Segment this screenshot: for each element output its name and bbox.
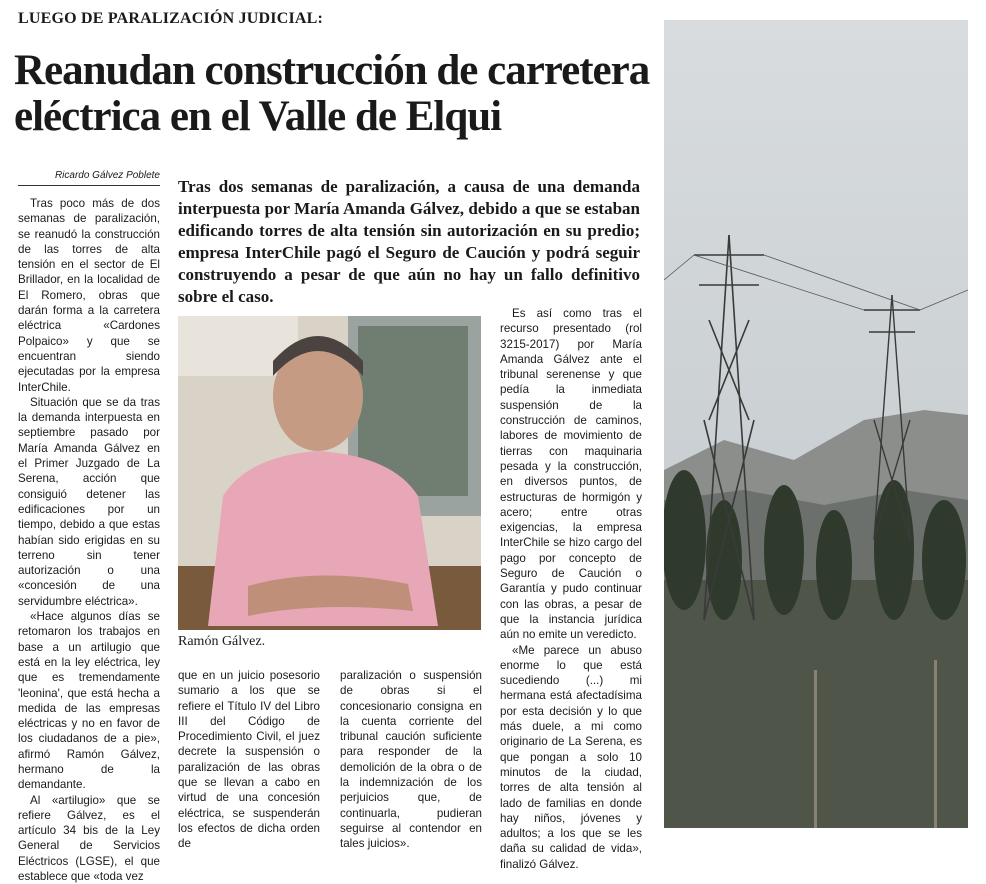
paragraph: Es así como tras el recurso presentado (rol 3215-2017) por María Amanda Gálvez ante el tribunal serenense y que pedía la inmediata suspensión de la construcción de caminos, labores de movimiento de tierras con maquinaria pesada y la construcción, en diversos puntos, de estructuras de hormigón y acero; entre otras exigencias, la empresa InterChile se hizo cargo del pago por concepto de Seguro de Caución o Garantía y pudo continuar con las obras, a pesar de que la instancia jurídica aún no emite un veredicto. [500, 307, 642, 642]
headline: Reanudan construcción de carretera eléctrica en el Valle de Elqui [14, 47, 650, 140]
paragraph: Situación que se da tras la demanda interpuesta en septiembre pasado por María Amanda Gálvez en el Primer Juzgado de La Serena, acción que consiguió detener las edificaciones por un tiempo, debido a que estas habían sido erigidas en su terreno sin tener autorización o una «concesión de una servidumbre eléctrica». [18, 395, 160, 608]
paragraph: Al «artilugio» que se refiere Gálvez, es el artículo 34 bis de la Ley General de Servicios Eléctricos (LGSE), el que establece que «toda vez [18, 793, 160, 884]
column-2 [178, 668, 320, 852]
byline-rule [18, 185, 160, 186]
paragraph: paralización o suspensión de obras si el concesionario consigna en la cuenta corriente del tribunal caución suficiente para responder de la demolición de la obra o de la indemnización de los perjuicios que, de continuarla, pudieran seguirse al contendor en tales juicios». [340, 669, 482, 851]
kicker: LUEGO DE PARALIZACIÓN JUDICIAL: [18, 10, 324, 27]
photo-caption: Ramón Gálvez. [178, 634, 266, 649]
power-towers-photo [664, 20, 968, 828]
column-4 [500, 306, 642, 872]
paragraph: «Hace algunos días se retomaron los trabajos en base a un artilugio que está en la ley eléctrica, ley que es tremendamente 'leonina', que está hecha a medida de las empresas eléctricas y no en favor de los ciudadanos de a pie», afirmó Ramón Gálvez, hermano de la demandante. [18, 610, 160, 792]
lead-paragraph: Tras dos semanas de paralización, a causa de una demanda interpuesta por María Amanda Gálvez, debido a que se estaban edificando torres de alta tensión sin autorización en su predio; empresa InterChile pagó el Seguro de Caución y podrá seguir construyendo a pesar de que aún no hay un fallo definitivo sobre el caso. [178, 177, 640, 306]
byline: Ricardo Gálvez Poblete [54, 170, 160, 181]
column-3 [340, 668, 482, 852]
portrait-photo [178, 316, 481, 630]
paragraph: «Me parece un abuso enorme lo que está sucediendo (...) mi hermana está afectadísima por esta decisión y lo que más duele, a mi como originario de La Serena, es que pongan a solo 10 minutos de la ciudad, torres de alta tensión al lado de familias en donde hay niños, jóvenes y adultos; a los que se les daña su calidad de vida», finalizó Gálvez. [500, 643, 642, 871]
paragraph: que en un juicio posesorio sumario a los que se refiere el Título IV del Libro III del Código de Procedimiento Civil, el juez decrete la suspensión o paralización de las obras que se llevan a cabo en virtud de una concesión eléctrica, se suspenderán los efectos de dicha orden de [178, 669, 320, 851]
paragraph: Tras poco más de dos semanas de paralización, se reanudó la construcción de las torres de alta tensión en el sector de El Brillador, en la localidad de El Romero, obras que darán forma a la carretera eléctrica «Cardones Polpaico» y que se encuentran siendo ejecutadas por la empresa InterChile. [18, 197, 160, 394]
column-1 [18, 196, 160, 884]
